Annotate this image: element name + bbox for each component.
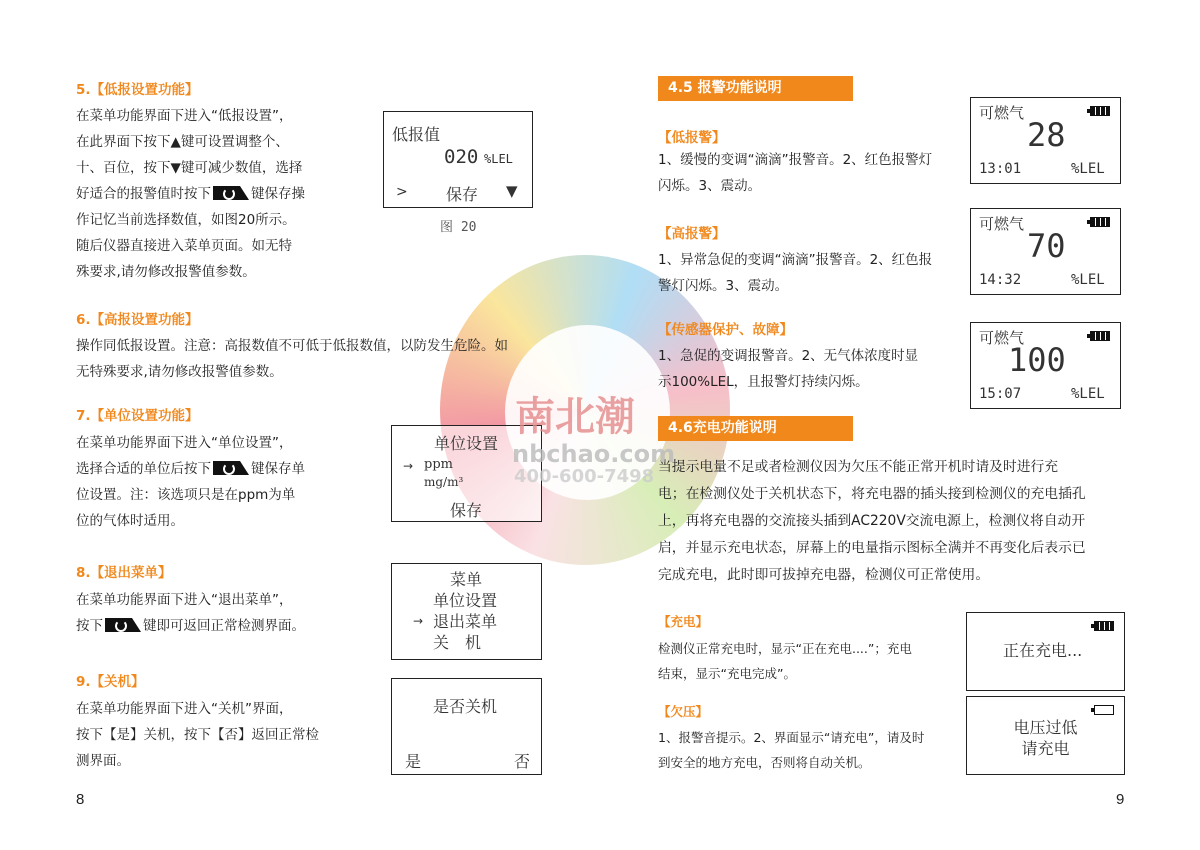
battery-empty-icon	[1094, 705, 1114, 715]
charging-title: 【充电】	[658, 614, 709, 629]
option-mgm3: mg/m³	[424, 475, 464, 489]
figure-20-screen	[383, 111, 533, 208]
text-line: 殊要求,请勿修改报警值参数。	[76, 264, 256, 280]
low-voltage-message: 电压过低	[1013, 718, 1078, 737]
section-5-text	[76, 103, 305, 285]
text-line: 检测仪正常充电时，显示“正在充电....”；充电	[658, 641, 912, 656]
section-5-title: 5.【低报设置功能】	[76, 82, 199, 98]
time: 14:32	[979, 272, 1022, 288]
menu-item: 单位设置	[433, 591, 498, 610]
high-alarm-text	[658, 247, 932, 299]
section-7-title: 7.【单位设置功能】	[76, 408, 199, 424]
page-number: 8	[76, 791, 85, 808]
unit: %LEL	[1071, 161, 1105, 177]
fault-title: 【传感器保护、故障】	[658, 322, 793, 338]
gas-label: 可燃气	[979, 104, 1025, 122]
gas-screen-fault	[970, 322, 1121, 409]
watermark-site: nbchao.com	[512, 440, 676, 468]
text-line: 完成充电，此时即可拔掉充电器，检测仪可正常使用。	[658, 567, 990, 583]
text: 按下	[76, 618, 103, 634]
text-line: 位的气体时适用。	[76, 513, 184, 529]
text-line: 无特殊要求,请勿修改报警值参数。	[76, 364, 283, 380]
text-line: 随后仪器直接进入菜单页面。如无特	[76, 238, 292, 254]
power-key-icon	[105, 618, 141, 632]
section-9-text	[76, 696, 319, 774]
watermark-cn: 南北潮	[515, 394, 635, 440]
text-line: 按下【是】关机，按下【否】返回正常检	[76, 727, 319, 743]
text-line: 1、急促的变调报警音。2、无气体浓度时显	[658, 348, 919, 364]
text-line: 在菜单功能界面下进入“单位设置”，	[76, 435, 293, 451]
charging-text	[658, 636, 912, 686]
time: 13:01	[979, 161, 1022, 177]
gas-label: 可燃气	[979, 329, 1025, 347]
arrow-icon: →	[403, 459, 414, 473]
battery-full-icon	[1090, 331, 1110, 341]
arrow-icon: →	[413, 614, 424, 628]
text-line: 1、报警音提示。2、界面显示“请充电”，请及时	[658, 730, 925, 745]
section-4-5-header: 4.5 报警功能说明	[658, 76, 853, 101]
text-line: 警灯闪烁。3、震动。	[658, 278, 789, 294]
gas-value: 70	[1027, 227, 1066, 265]
yes-option: 是	[405, 752, 422, 771]
gas-screen-high	[970, 208, 1121, 295]
undervoltage-text	[658, 725, 924, 775]
text-line: 在此界面下按下▲键可设置调整个、	[76, 134, 289, 150]
text-line: 1、异常急促的变调“滴滴”报警音。2、红色报	[658, 252, 933, 268]
screen-label: 低报值	[392, 125, 441, 144]
fault-text	[658, 343, 918, 395]
please-charge-message: 请充电	[1021, 739, 1070, 758]
high-alarm-title: 【高报警】	[658, 226, 726, 242]
text-line: 作记忆当前选择数值，如图20所示。	[76, 212, 296, 228]
section-4-6-header: 4.6充电功能说明	[658, 416, 853, 441]
text-line	[76, 456, 305, 482]
text: 好适合的报警值时按下	[76, 186, 211, 202]
low-voltage-screen	[966, 696, 1125, 775]
text-line: 十、百位，按下▼键可减少数值，选择	[76, 160, 303, 176]
screen-unit: %LEL	[484, 152, 513, 166]
low-alarm-text	[658, 147, 932, 199]
text: 键保存单	[251, 461, 305, 477]
option-ppm: ppm	[424, 457, 453, 472]
text-line: 上，再将充电器的交流接头插到AC220V交流电源上，检测仪将自动开	[658, 513, 1086, 529]
unit: %LEL	[1071, 386, 1105, 402]
text-line: 示100%LEL，且报警灯持续闪烁。	[658, 374, 869, 390]
text-line: 在菜单功能界面下进入“退出菜单”，	[76, 592, 293, 608]
charging-screen	[966, 612, 1125, 691]
charging-message: 正在充电...	[1003, 641, 1083, 660]
text: 键即可返回正常检测界面。	[143, 618, 305, 634]
text: 键保存操	[251, 186, 305, 202]
text-line	[76, 613, 305, 639]
screen-save: 保存	[446, 185, 479, 204]
battery-full-icon	[1090, 217, 1110, 227]
gas-label: 可燃气	[979, 215, 1025, 233]
text-line: 操作同低报设置。注意：高报数值不可低于低报数值，以防发生危险。如	[76, 338, 508, 354]
down-arrow-icon: ▼	[506, 182, 518, 200]
text-line: 电；在检测仪处于关机状态下，将充电器的插头接到检测仪的充电插孔	[658, 486, 1086, 502]
gas-value: 28	[1027, 116, 1066, 154]
screen-title: 单位设置	[434, 434, 499, 453]
power-key-icon	[213, 461, 249, 475]
section-8-text	[76, 587, 305, 639]
low-alarm-title: 【低报警】	[658, 130, 726, 146]
power-key-icon	[213, 186, 249, 200]
text-line: 当提示电量不足或者检测仪因为欠压不能正常开机时请及时进行充	[658, 459, 1059, 475]
text-line: 到安全的地方充电，否则将自动关机。	[658, 755, 871, 770]
watermark-phone: 400-600-7498	[514, 466, 655, 487]
screen-title: 是否关机	[433, 697, 498, 716]
menu-screen	[391, 563, 542, 660]
section-6-text	[76, 333, 508, 385]
menu-item: 关 机	[433, 633, 482, 652]
gas-screen-low	[970, 97, 1121, 184]
figure-caption: 图 20	[440, 220, 477, 235]
text-line: 结束，显示“充电完成”。	[658, 666, 796, 681]
unit: %LEL	[1071, 272, 1105, 288]
screen-value: 020	[444, 146, 479, 168]
menu-item: 退出菜单	[433, 612, 498, 631]
cursor-icon: >	[396, 184, 408, 200]
text-line: 1、缓慢的变调“滴滴”报警音。2、红色报警灯	[658, 152, 933, 168]
text-line: 测界面。	[76, 753, 130, 769]
screen-save: 保存	[450, 501, 483, 520]
charge-paragraph	[658, 454, 1086, 589]
text-line: 位设置。注：该选项只是在ppm为单	[76, 487, 296, 503]
text-line: 启，并显示充电状态，屏幕上的电量指示图标全满并不再变化后表示已	[658, 540, 1086, 556]
section-9-title: 9.【关机】	[76, 674, 145, 690]
section-8-title: 8.【退出菜单】	[76, 565, 172, 581]
text: 选择合适的单位后按下	[76, 461, 211, 477]
text-line: 在菜单功能界面下进入“关机”界面，	[76, 701, 293, 717]
gas-value: 100	[1008, 341, 1066, 379]
text-line	[76, 181, 305, 207]
section-6-title: 6.【高报设置功能】	[76, 312, 199, 328]
text-line: 在菜单功能界面下进入“低报设置”，	[76, 108, 293, 124]
battery-charging-icon	[1094, 621, 1114, 631]
no-option: 否	[514, 752, 531, 771]
section-7-text	[76, 430, 305, 534]
time: 15:07	[979, 386, 1022, 402]
undervoltage-title: 【欠压】	[658, 704, 709, 719]
battery-full-icon	[1090, 106, 1110, 116]
shutdown-screen	[391, 678, 542, 775]
screen-title: 菜单	[450, 570, 483, 589]
text-line: 闪烁。3、震动。	[658, 178, 762, 194]
page-number: 9	[1116, 791, 1125, 808]
